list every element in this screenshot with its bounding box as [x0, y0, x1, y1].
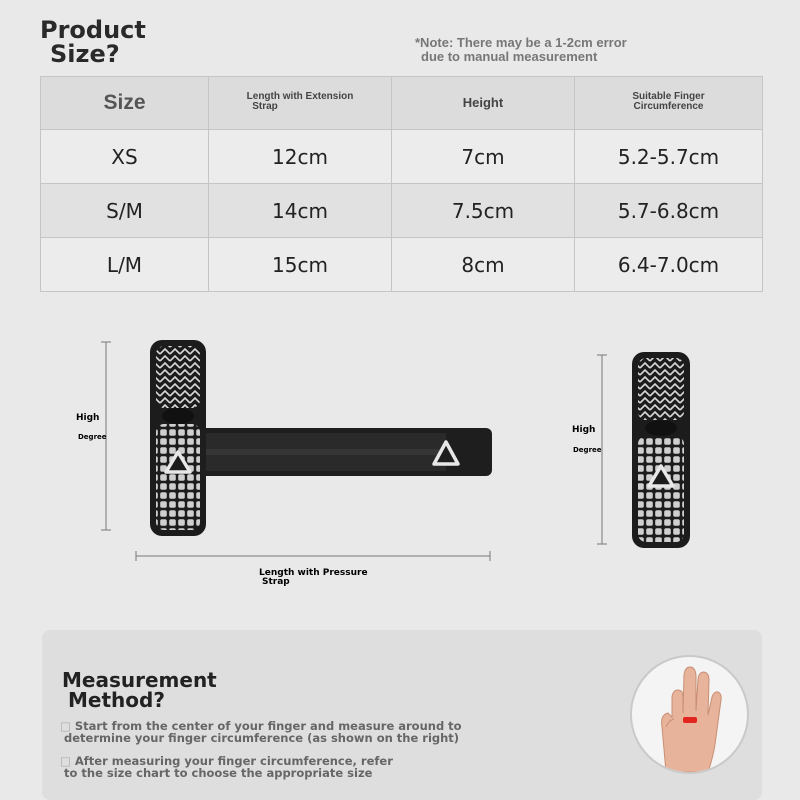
length-label-line-1: Length with Pressure — [259, 568, 368, 578]
table-row — [41, 238, 763, 292]
cell-length: 15cm — [209, 238, 392, 292]
measurement-step-1 — [60, 720, 462, 744]
step-2-line-2: to the size chart to choose the appropriate size — [64, 766, 373, 780]
header-length: Length with Extension Strap — [209, 77, 392, 130]
step-2-line-1: After measuring your finger circumference, refer — [74, 754, 393, 768]
table-row — [41, 130, 763, 184]
left-high-label: High — [76, 413, 100, 423]
step-1-line-2: determine your finger circumference (as shown on the right) — [64, 731, 460, 745]
length-label-line-2: Strap — [262, 577, 290, 587]
cell-length: 14cm — [209, 184, 392, 238]
cell-height: 7.5cm — [392, 184, 575, 238]
length-dimension — [136, 551, 490, 561]
cell-length: 12cm — [209, 130, 392, 184]
title-line-1: Product — [40, 16, 146, 44]
cell-size: XS — [41, 130, 209, 184]
cell-circumference: 5.7-6.8cm — [575, 184, 763, 238]
header-finger-circumference: Suitable Finger Circumference — [575, 77, 763, 130]
step-1-line-1: Start from the center of your finger and measure around to — [74, 719, 462, 733]
note-line-2: due to manual measurement — [421, 49, 598, 64]
cell-height: 7cm — [392, 130, 575, 184]
measurement-step-2 — [60, 755, 393, 779]
measurement-title-line-1: Measurement — [62, 668, 217, 692]
measurement-title — [62, 670, 217, 710]
bullet-icon: □ — [60, 754, 71, 768]
header-size: Size — [41, 77, 209, 130]
header-height: Height — [392, 77, 575, 130]
title-line-2: Size? — [50, 40, 120, 68]
measurement-title-line-2: Method? — [68, 688, 165, 712]
hand-icon — [632, 657, 747, 772]
right-high-label: High — [572, 425, 596, 435]
cell-height: 8cm — [392, 238, 575, 292]
note-line-1: *Note: There may be a 1-2cm error — [415, 35, 627, 50]
left-degree-label: Degree — [78, 433, 107, 441]
right-degree-label: Degree — [573, 446, 602, 454]
bullet-icon: □ — [60, 719, 71, 733]
measurement-note — [415, 36, 627, 64]
table-header-row — [41, 77, 763, 130]
table-row — [41, 184, 763, 238]
size-table — [40, 76, 763, 292]
cell-circumference: 6.4-7.0cm — [575, 238, 763, 292]
cell-size: L/M — [41, 238, 209, 292]
cell-size: S/M — [41, 184, 209, 238]
hand-measurement-image — [630, 655, 749, 774]
finger-sleeve-front — [632, 352, 690, 548]
finger-sleeve-with-strap — [150, 340, 492, 536]
product-diagram — [60, 320, 740, 600]
page-title — [40, 18, 146, 66]
cell-circumference: 5.2-5.7cm — [575, 130, 763, 184]
